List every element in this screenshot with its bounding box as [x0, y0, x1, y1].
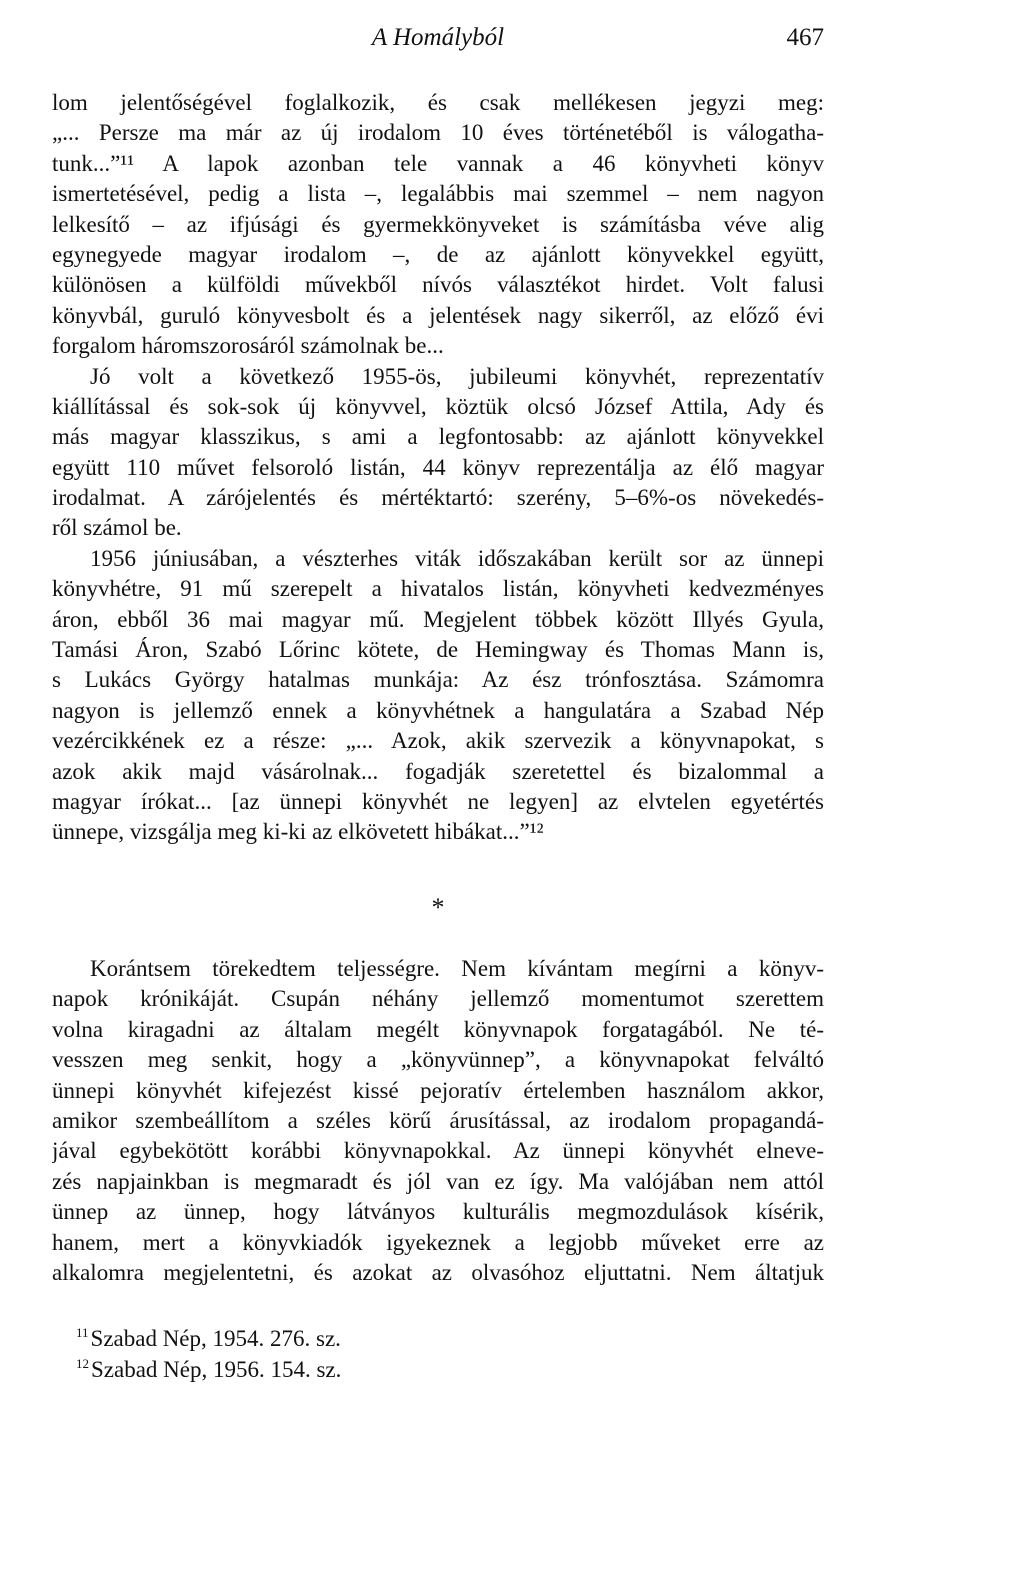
text-line: amikor szembeállítom a széles körű árusítással, az irodalom propagandá-	[52, 1107, 824, 1133]
text-line: együtt 110 művet felsoroló listán, 44 könyv reprezentálja az élő magyar	[52, 454, 824, 480]
text-line: magyar írókat... [az ünnepi könyvhét ne legyen] az elvtelen egyetértés	[52, 788, 824, 814]
section-separator: *	[431, 893, 445, 922]
text-line: ünnepe, vizsgálja meg ki-ki az elkövetett hibákat...”¹²	[52, 819, 544, 845]
text-line: napok krónikáját. Csupán néhány jellemző momentumot szerettem	[52, 986, 824, 1012]
footnote-marker: 11	[76, 1325, 89, 1341]
text-line: 1956 júniusában, a vészterhes viták időszakában került sor az ünnepi	[90, 545, 824, 571]
text-line: s Lukács György hatalmas munkája: Az ész trónfosztása. Számomra	[52, 667, 824, 693]
text-line: forgalom háromszorosáról számolnak be...	[52, 333, 444, 359]
text-line: irodalmat. A zárójelentés és mértéktartó: szerény, 5–6%-os növekedés-	[52, 485, 824, 511]
footnote-marker: 12	[76, 1356, 89, 1372]
text-line: Tamási Áron, Szabó Lőrinc kötete, de Hemingway és Thomas Mann is,	[52, 637, 824, 663]
text-line: zés napjainkban is megmaradt és jól van ez így. Ma valójában nem attól	[52, 1168, 824, 1194]
page-number: 467	[786, 24, 824, 51]
text-line: ismertetésével, pedig a lista –, legalábbis mai szemmel – nem nagyon	[52, 181, 824, 207]
running-title: A Homályból	[371, 24, 505, 51]
text-line: vesszen meg senkit, hogy a „könyvünnep”, a könyvnapokat felváltó	[52, 1047, 824, 1073]
text-line: jával egybekötött korábbi könyvnapokkal. Az ünnepi könyvhét elneve-	[52, 1138, 824, 1164]
text-line: lom jelentőségével foglalkozik, és csak mellékesen jegyzi meg:	[52, 90, 824, 115]
text-line: egynegyede magyar irodalom –, de az ajánlott könyvekkel együtt,	[52, 241, 824, 267]
text-line: ünnep az ünnep, hogy látványos kulturális megmozdulások kísérik,	[52, 1199, 824, 1225]
text-line: áron, ebből 36 mai magyar mű. Megjelent többek között Illyés Gyula,	[52, 606, 824, 632]
text-line: hanem, mert a könyvkiadók igyekeznek a legjobb műveket erre az	[52, 1229, 824, 1255]
text-line: kiállítással és sok-sok új könyvvel, köztük olcsó József Attila, Ady és	[52, 393, 824, 419]
footnote-12	[76, 1354, 576, 1385]
text-line: vezércikkének ez a része: „... Azok, akik szervezik a könyvnapokat, s	[52, 728, 824, 754]
body-text-block-2	[52, 954, 824, 1288]
text-line: ünnepi könyvhét kifejezést kissé pejoratív értelemben használom akkor,	[52, 1077, 824, 1103]
footnote-text: Szabad Nép, 1954. 276. sz.	[90, 1326, 341, 1351]
text-line: más magyar klasszikus, s ami a legfontosabb: az ajánlott könyvekkel	[52, 424, 824, 450]
text-line: könyvhétre, 91 mű szerepelt a hivatalos listán, könyvheti kedvezményes	[52, 576, 824, 602]
text-line: azok akik majd vásárolnak... fogadják szeretettel és bizalommal a	[52, 758, 824, 784]
text-line: volna kiragadni az általam megélt könyvnapok forgatagából. Ne té-	[52, 1016, 824, 1042]
body-text-block	[52, 88, 824, 848]
running-head	[52, 18, 824, 58]
text-line: tunk...”¹¹ A lapok azonban tele vannak a 46 könyvheti könyv	[52, 150, 824, 176]
text-line: nagyon is jellemző ennek a könyvhétnek a hangulatára a Szabad Nép	[52, 697, 824, 723]
text-line: „... Persze ma már az új irodalom 10 éves történetéből is válogatha-	[52, 120, 824, 146]
text-line: könyvbál, guruló könyvesbolt és a jelentések nagy sikerről, az előző évi	[52, 302, 824, 328]
text-line: lelkesítő – az ifjúsági és gyermekkönyveket is számításba véve alig	[52, 211, 824, 237]
text-line: Jó volt a következő 1955-ös, jubileumi könyvhét, reprezentatív	[90, 363, 824, 389]
footnote-text: Szabad Nép, 1956. 154. sz.	[91, 1357, 342, 1382]
footnotes	[76, 1323, 576, 1385]
text-line: különösen a külföldi művekből nívós választékot hirdet. Volt falusi	[52, 272, 824, 298]
text-line: Korántsem törekedtem teljességre. Nem kívántam megírni a könyv-	[90, 956, 824, 981]
text-line: ről számol be.	[52, 515, 182, 541]
footnote-11	[76, 1323, 576, 1354]
text-line: alkalomra megjelentetni, és azokat az olvasóhoz eljuttatni. Nem áltatjuk	[52, 1259, 824, 1285]
